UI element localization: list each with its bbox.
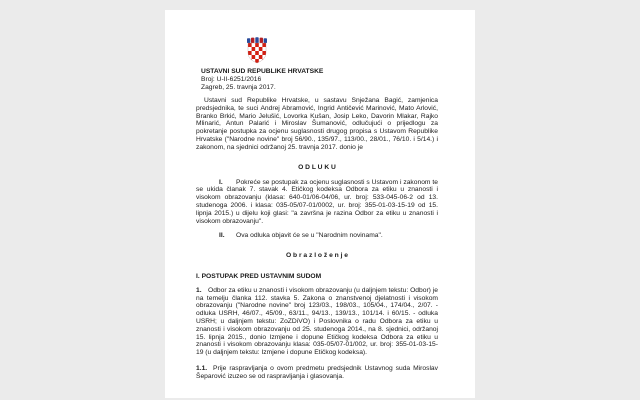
paragraph-number: 1.: [196, 286, 202, 294]
institution-name: USTAVNI SUD REPUBLIKE HRVATSKE: [201, 68, 324, 75]
body-paragraph: [196, 365, 438, 381]
paragraph-text: Odbor za etiku u znanosti i visokom obrazovanju (u daljnjem tekstu: Odbor) je na temelju članka 112. stavka 5. Zakona o znanstvenoj djelatnosti i visokom obrazovanju ("Narodne novine" broj 123/03., 198/03., 105/04., 174/04., 2/07. - odluka USRH, 46/07., 45/09., 63/11., 94/13., 139/13., 101/14. i 60/15. - odluka USRH; u daljnjem tekstu: ZoZDiVO) i Poslovnika o radu Odbora za etiku u znanosti i visokom obrazovanju od 25. studenoga 2014., na 8. sjednici, održanoj 15. lipnja 2015., donio Izmjene i dopune Etičkog kodeksa Odbora za etiku u znanosti i visokom obrazovanju klasa: 035-05/07-01/002, ur. broj: 355-01-03-15-19 (u daljnjem tekstu: Izmjene i dopune Etičkog kodeksa).: [196, 286, 438, 357]
croatian-coat-of-arms-icon: [246, 37, 268, 65]
document-page: [165, 10, 475, 398]
decision-title: O D L U K U: [298, 163, 336, 171]
decision-item: [196, 232, 438, 240]
paragraph-text: Prije raspravljanja o ovom predmetu predsjednik Ustavnog suda Miroslav Šeparović izuzeo se od raspravljanja i glasovanja.: [196, 365, 438, 380]
case-number: Broj: U-II-6251/2016: [201, 76, 262, 83]
section-heading: I. POSTUPAK PRED USTAVNIM SUDOM: [196, 272, 322, 280]
document-header: [201, 68, 438, 92]
decision-item-text: Ova odluka objavit će se u "Narodnim novinama".: [236, 232, 383, 240]
paragraph-number: 1.1.: [196, 365, 208, 373]
decision-item: [196, 179, 438, 226]
intro-paragraph: Ustavni sud Republike Hrvatske, u sastavu Snježana Bagić, zamjenica predsjednika, te suci Andrej Abramović, Ingrid Antičević Marinović, Mato Arlović, Branko Brkić, Mario Jelušić, Lovorka Kušan, Josip Leko, Davorin Mlakar, Rajko Mlinarić, Antun Palarić i Miroslav Šumanović, odlučujući o prijedlogu za pokretanje postupka za ocjenu suglasnosti drugog propisa s Ustavom Republike Hrvatske ("Narodne novine" broj 56/90., 135/97., 113/00., 28/01., 76/10. i 5/14.) i zakonom, na sjednici održanoj 25. travnja 2017. donio je: [196, 97, 438, 151]
reasoning-title: O b r a z l o ž e n j e: [285, 251, 349, 259]
body-paragraph: [196, 287, 438, 357]
decision-item-numeral: I.: [219, 178, 223, 186]
decision-item-text: Pokreće se postupak za ocjenu suglasnosti s Ustavom i zakonom te se ukida članak 7. stavak 4. Etičkog kodeksa Odbora za etiku u znanosti i visokom obrazovanju (klasa: 640-01/06-04/06, ur. broj: 533-045-06-2 od 13. studenoga 2006. i klasa: 035-05/07-01/0002, ur. broj: 355-01-03-15-19 od 15. lipnja 2015.) u dijelu koji glasi: "a završna je razina Odbor za etiku u znanosti i visokom obrazovanju".: [196, 178, 438, 225]
place-date: Zagreb, 25. travnja 2017.: [201, 84, 276, 91]
decision-item-numeral: II.: [219, 232, 225, 240]
